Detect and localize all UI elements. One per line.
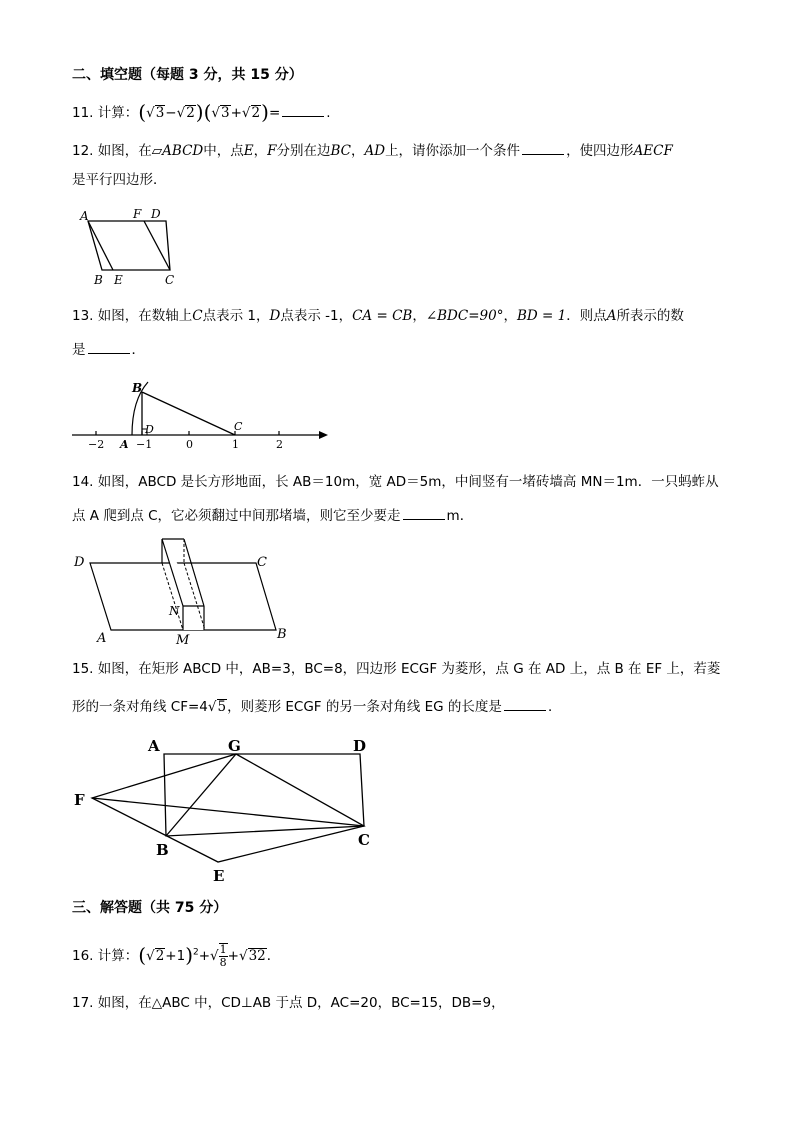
- figure-number-line: [70, 378, 330, 454]
- label-A: A: [148, 737, 160, 755]
- label-F: F: [133, 207, 142, 221]
- figure-wall-rectangle: [70, 534, 300, 646]
- section-2-heading: 二、填空题（每题 3 分，共 15 分）: [72, 67, 303, 83]
- figure-rhombus-ecgf: [70, 734, 390, 886]
- label-B: B: [277, 627, 287, 642]
- label-D: D: [145, 423, 154, 436]
- section-3-heading: 三、解答题（共 75 分）: [72, 900, 228, 916]
- question-13-line2: 是 ．: [72, 342, 145, 358]
- answer-blank[interactable]: [282, 103, 324, 117]
- question-17: 17. 如图，在△ABC 中，CD⊥AB 于点 D，AC=20，BC=15，DB=9，: [72, 995, 505, 1011]
- label-F: F: [74, 791, 85, 809]
- label-A: A: [80, 209, 89, 223]
- label-C: C: [165, 273, 175, 287]
- label-D: D: [151, 207, 161, 221]
- label-D: D: [353, 737, 367, 755]
- answer-blank[interactable]: [522, 141, 564, 155]
- label-C: C: [257, 555, 267, 570]
- label-C: C: [358, 831, 370, 849]
- question-11: 11. 计算：(√3−√2)(√3+√2)= .: [72, 100, 331, 124]
- label-E: E: [213, 867, 225, 885]
- question-14: 14. 如图，ABCD 是长方形地面，长 AB＝10m，宽 AD＝5m，中间竖有一堵砖墙高 MN＝1m．一只蚂蚱从: [72, 474, 719, 490]
- label-A: A: [120, 438, 129, 451]
- label-B: B: [94, 273, 103, 287]
- label-N: N: [169, 604, 180, 618]
- label-M: M: [176, 633, 190, 648]
- answer-blank[interactable]: [88, 340, 130, 354]
- question-16: 16. 计算：$(√2+1)^2+√$ $\frac{1}{8}$ +√32．: [72, 943, 281, 969]
- tick-label: −1: [136, 438, 153, 451]
- tick-label: 1: [232, 438, 239, 451]
- label-B: B: [156, 841, 169, 859]
- tick-label: 0: [186, 438, 193, 451]
- question-13: 13. 如图，在数轴上C点表示 1，D点表示 -1，CA = CB，∠BDC=90°，BD = 1．则点A所表示的数: [72, 308, 684, 324]
- question-14-line2: 点 A 爬到点 C，它必须翻过中间那堵墙，则它至少要走 m．: [72, 508, 474, 524]
- tick-label: 2: [276, 438, 283, 451]
- question-12-line2: 是平行四边形．: [72, 172, 167, 188]
- label-A: A: [97, 631, 107, 646]
- label-G: G: [228, 737, 241, 755]
- label-B: B: [132, 381, 143, 395]
- question-12: 12. 如图，在▱ABCD中，点E，F分别在边BC，AD上，请你添加一个条件 ，使四边形AECF: [72, 143, 673, 159]
- answer-blank[interactable]: [403, 506, 445, 520]
- figure-parallelogram-aecf: [72, 204, 192, 286]
- label-C: C: [234, 420, 243, 433]
- question-15-line2: 形的一条对角线 CF=4√5，则菱形 ECGF 的另一条对角线 EG 的长度是 ．: [72, 699, 562, 715]
- question-15: 15. 如图，在矩形 ABCD 中，AB=3，BC=8，四边形 ECGF 为菱形，点 G 在 AD 上，点 B 在 EF 上，若菱: [72, 661, 721, 677]
- answer-blank[interactable]: [504, 697, 546, 711]
- label-D: D: [74, 555, 85, 570]
- tick-label: −2: [88, 438, 105, 451]
- label-E: E: [114, 273, 123, 287]
